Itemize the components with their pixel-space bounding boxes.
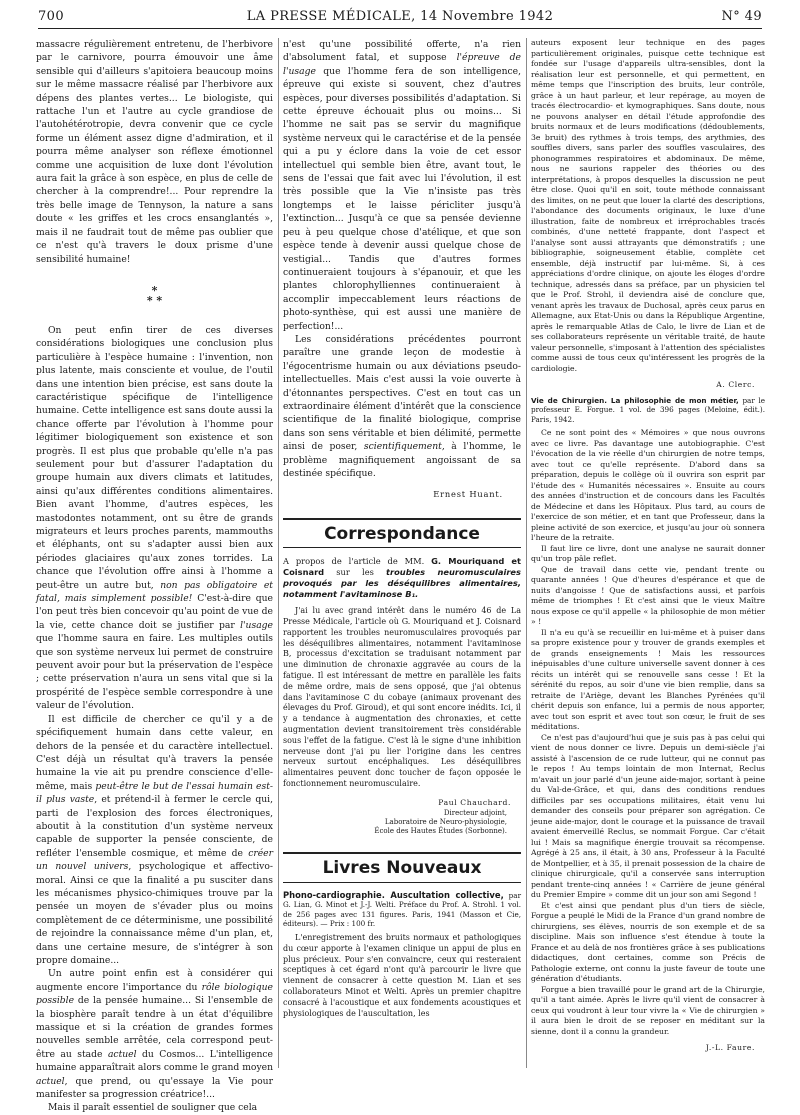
article-title: troubles neuromusculaires provoqués par les déséquilibres alimentaires, notamment l'avitaminose B₁. bbox=[283, 567, 521, 600]
paragraph: Forgue a bien travaillé pour le grand art de la Chirurgie, qu'il a tant aimée. Après le livre qu'il vient de consacrer à ceux qui voudront à leur tour vivre la « Vie de chirurgien » il aura bien le droit de se reposer en méditant sur la sienne, dont il a connu la grandeur. bbox=[531, 984, 765, 1036]
paragraph: Que de travail dans cette vie, pendant trente ou quarante années ! Que d'heures d'espérance et que de nuits d'angoisse ! Que de satisfactions aussi, et parfois même de triomphes ! Et c'est ainsi que le vieux Maître nous expose ce qu'il appelle « la philosophie de mon métier » ! bbox=[531, 564, 765, 627]
affiliation-line: Directeur adjoint, bbox=[443, 809, 507, 818]
author-signature: Ernest Huant. bbox=[433, 489, 503, 500]
column-middle bbox=[283, 38, 521, 1074]
paragraph: Il faut lire ce livre, dont une analyse ne saurait donner qu'un trop pâle reflet. bbox=[531, 543, 765, 564]
text: n'est qu'une possibilité offerte, n'a rien d'absolument fatal, et suppose bbox=[283, 39, 521, 64]
text: On peut enfin tirer de ces diverses considérations biologiques une conclusion plus particulière à l'espèce humaine : l'invention, non plus latente, mais consciente et voulue, de l'outil dans une intention bien précise, est sans doute la caractéristique spécifique de l'intelligence humaine. Cette intelligence est sans doute aussi la chance offerte par l'évolution à l'homme pour légitimer biologiquement son existence et son progrès. Il est plus que probable qu'elle n'a pas seulement pour but d'assurer l'adaptation du groupe humain aux divers climats et latitudes, ainsi qu'aux différentes conditions alimentaires. Bien avant l'homme, d'autres espèces, les mastodontes notamment, ont su être de grands migrateurs et leurs proches parents, mammouths et éléphants, ont su s'adapter aussi bien aux périodes glaciaires qu'aux zones torrides. La chance que l'évolution offre ainsi à l'homme a peut-être un autre but, bbox=[36, 324, 273, 591]
correspondence-intro bbox=[283, 556, 521, 600]
paragraph bbox=[283, 38, 521, 333]
paragraph: auteurs exposent leur technique en des pages particulièrement originales, puisque cette technique est fondée sur l'usage d'appareils ultra-sensibles, dont la réalisation leur est personnelle, et qui permettent, en même temps que l'inscription des bruits, leur contrôle, grâce à un haut parleur, et leur repérage, au moyen de tracés électrocardio- et kymographiques. Sans doute, nous ne pouvons analyser en détail l'étude approfondie des bruits normaux et de leurs modifications (dédoublements, 3e bruit) des rythmes à trois temps, des arythmies, des souffles divers, sans parler des souffles vasculaires, des phonogrammes respiratoires et abdominaux. De même, nous ne saurions rappeler des théories ou des interprétations, à propos desquelles la discussion ne peut être close. Quoi qu'il en soit, toute méthode connaissant des limites, on ne peut que louer la clarté des descriptions, l'abondance des documents originaux, le luxe d'une illustration, faite de nombreux et irréprochables tracés combinés, d'une netteté frappante, dont l'aspect et l'analyse sont aussi attrayants que démonstratifs ; une bibliographie, soigneusement établie, complète cet ensemble, déjà instructif par lui-même. Si, à ces appréciations d'ordre clinique, on ajoute les éloges d'ordre technique, adressés dans sa préface, par un physicien tel que le Prof. Strohl, il deviendra aisé de conclure que, venant après les travaux de Duchosal, après ceux parus en Allemagne, aux Etat-Unis ou dans la République Argentine, après le remarquable Atlas de Calo, le livre de Lian et de ses collaborateurs représente un véritable traité, de haute valeur personnelle, s'imposant à l'attention des spécialistes comme aussi de tous ceux qu'intéressent les progrès de la cardiologie. bbox=[531, 38, 765, 373]
text: , et prétend-il à fermer le cercle qui, parti de l'explosion des forces électroniques, aboutit à la constitution d'un système nerveux capable de supporter la pensée consciente, de refléter l'ensemble cosmique, et même de bbox=[36, 794, 274, 859]
text: Il est difficile de chercher ce qu'il y a de spécifiquement humain dans cette valeur, en dehors de la pensée et du caractère intellectuel. C'est déjà un résultat qu'à travers la pensée humaine la vie ait pu prendre conscience d'elle-même, mais bbox=[36, 713, 273, 792]
section-heading-correspondance: Correspondance bbox=[283, 518, 521, 548]
text: A propos de l'article de MM. bbox=[283, 556, 432, 567]
emphasis: actuel bbox=[36, 1075, 65, 1087]
header-rule bbox=[38, 28, 762, 29]
column-divider bbox=[526, 38, 527, 1068]
emphasis: peut-être le but de l'essai humain est-il plus vaste bbox=[36, 780, 273, 806]
book-reference bbox=[283, 891, 521, 929]
book-details: par le professeur E. Forgue. 1 vol. de 396 pages (Meloine, édit.). Paris, 1942. bbox=[531, 395, 765, 424]
reviewer-signature: J.-L. Faure. bbox=[705, 1043, 755, 1053]
paragraph bbox=[283, 333, 521, 480]
paragraph bbox=[36, 324, 273, 713]
paragraph: Ce ne sont point des « Mémoires » que nous ouvrons avec ce livre. Pas davantage une autobiographie. C'est l'évocation de la vie réelle d'un chirurgien de notre temps, avec tout ce qu'elle représente. D'abord dans sa préparation, depuis le collège où il ouvrira son esprit par l'étude des « Humanités nécessaires ». Ensuite au cours des années d'instruction et de concours dans les Facultés de Médecine et dans les Hôpitaux. Plus tard, au cours de l'exercice de son métier, et en tant que Professeur, dans la pleine activité de son exercice, et jusqu'au jour où sonnera l'heure de la retraite. bbox=[531, 428, 765, 543]
section-separator-stars: * * * bbox=[146, 283, 163, 307]
correspondent-affiliation bbox=[283, 809, 507, 836]
paragraph bbox=[36, 713, 273, 968]
publication-title: LA PRESSE MÉDICALE, 14 Novembre 1942 bbox=[246, 9, 554, 24]
affiliation-line: Laboratoire de Neuro-physiologie, bbox=[384, 818, 507, 827]
text: que l'homme fera de son intelligence, épreuve qui existe si souvent, chez d'autres espèces, pour diverses possibilités d'adaptation. Si cette épreuve échouait plus ou moins... Si l'homme ne sait pas se servir du magnifique système nerveux qui le caractérise et de la pensée qui a pu y éclore dans la voie de cet essor intellectuel qui semble bien être, avant tout, le sens de l'essai que fait avec lui l'évolution, il est très possible que la Vie n'insiste pas très longtemps et le laisse péricliter jusqu'à l'extinction... Jusqu'à ce que sa pensée devienne peu à peu quelque chose d'atélique, et que son espèce tende à devenir aussi quelque chose de vestigial... Tandis que d'autres formes continueraient toujours à s'épanouir, et que les plantes chlorophylliennes continueraient à accomplir impeccablement leurs réactions de photo-synthèse, qui est aussi une manière de perfection!... bbox=[283, 65, 521, 332]
emphasis: rôle biologique possible bbox=[36, 981, 273, 1007]
paragraph: massacre régulièrement entretenu, de l'herbivore par le carnivore, pourra émouvoir une âme sensible qui d'ailleurs s'apitoiera beaucoup moins sur le même massacre réalisé par l'herbivore aux dépens des plantes vertes... Le biologiste, qui rattache l'un et l'autre au cycle grandiose de l'autohétérotropie, devra convenir que ce cycle forme un élément assez digne d'admiration, et il pourra même analyser son réflexe émotionnel comme une acquisition de luxe dont l'évolution aura fait la grâce à son espèce, en plus de celle de chercher à la comprendre!... Pour reprendre la très belle image de Tennyson, la nature a sans doute « les griffes et les crocs ensanglantés », mais il ne faudrait tout de même pas oublier que ce n'est qu'à travers le doux prisme d'une sensibilité humaine! bbox=[36, 39, 273, 265]
paragraph: Mais il paraît essentiel de souligner que cela bbox=[48, 1102, 258, 1114]
emphasis: l'épreuve de l'usage bbox=[283, 52, 521, 77]
paragraph: Ce n'est pas d'aujourd'hui que je suis pas à pas celui qui vient de nous donner ce livre. Depuis un demi-siècle j'ai assisté à l'ascension de ce rude lutteur, qui ne connut pas le repos ! Au temps lointain de mon Internat, Reclus m'avait un jour parlé d'un jeune aide-major, sortant à peine du Val-de-Grâce, et qui, dans des conditions rendues difficiles par ses occupations militaires, était venu lui demander des conseils pour préparer son agrégation. Ce jeune aide-major, dont le courage et la puissance de travail avaient émerveillé Reclus, se nommait Forgue. Car c'était lui ! Mais sa magnifique énergie trouvait sa récompense. Agrégé à 25 ans, il était, à 30 ans, Professeur à la Faculté de Montpellier, et à 35, il prenait possession de la chaire de clinique chirurgicale, qu'il a conservée sans interruption pendant trente-cinq années ! « Carrière de jeune général du Premier Empire » comme dit un jour son ami Segond ! bbox=[531, 732, 765, 900]
paragraph: Et c'est ainsi que pendant plus d'un tiers de siècle, Forgue a peuplé le Midi de la France d'un grand nombre de chirurgiens, ses élèves, nourris de son exemple et de sa discipline. Mais son influence s'est étendue à toute la France et au delà de nos frontières grâce à ses publications didactiques, dont certaines, comme son Précis de Pathologie externe, ont connu la juste faveur de toute une génération d'étudiants. bbox=[531, 900, 765, 984]
issue-number: N° 49 bbox=[721, 9, 762, 24]
book-details: par G. Lian, G. Minot et J.-J. Welti. Préface du Prof. A. Strohl. 1 vol. de 256 pages avec 131 figures. Paris, 1941 (Masson et Cie, éditeurs). — Prix : 100 fr. bbox=[283, 890, 522, 929]
text: , que prend, ou qu'essaye la Vie pour manifester sa progression créatrice!... bbox=[36, 1075, 273, 1101]
section-heading-livres-nouveaux: Livres Nouveaux bbox=[283, 852, 521, 882]
paragraph: L'enregistrement des bruits normaux et pathologiques du cœur apporte à l'examen clinique un appui de plus en plus précieux. Pour s'en convaincre, ceux qui resteraient sceptiques à cet égard n'ont qu'à parcourir le livre que viennent de consacrer à cette question M. Lian et ses collaborateurs Minot et Welti. Après un premier chapitre consacré à l'acoustique et aux fondements acoustiques et physiologiques de l'auscultation, les bbox=[283, 932, 521, 1018]
text: de la pensée humaine... Si l'ensemble de la biosphère paraît tendre à un état d'équilibre massique et si la création de grandes formes nouvelles semble arrêtée, cela correspond peut-être au stade bbox=[36, 995, 273, 1060]
page-number: 700 bbox=[38, 9, 65, 24]
emphasis: non pas obligatoire et fatal, mais simplement possible! bbox=[36, 579, 273, 605]
paragraph: Il n'a eu qu'à se recueillir en lui-même et à puiser dans sa propre existence pour y trouver de grands exemples et de grands enseignements ! Mais les ressources inépuisables d'une culture universelle savent donner à ces récits un intérêt qui se renouvelle sans cesse ! Et la sérénité du repos, au soir d'une vie bien remplie, dans sa retraite de l'Ariège, devant les Blanches Pyrénées qu'il chérit depuis son enfance, lui a permis de nous apporter, avec tout son esprit et avec tout son cœur, le fruit de ses méditations. bbox=[531, 627, 765, 732]
paragraph: J'ai lu avec grand intérêt dans le numéro 46 de La Presse Médicale, l'article où G. Mouriquand et J. Coisnard rapportent les troubles neuromusculaires provoqués par les déséquilibres alimentaires, notamment l'avitaminose B, processus d'excitation se traduisant notamment par une diminution de chronaxie aggravée au cours de la fatigue. Il est intéressant de mettre en parallèle les faits de même ordre, mais de sens opposé, que j'ai obtenus dans l'avitaminose C du cobaye (animaux provenant des élevages du Prof. Giroud), et qui sont encore inédits. Ici, il y a tendance à augmentation des chronaxies, et cette augmentation devient transitoirement très considérable sous l'effet de la fatigue. C'est là le signe d'une inhibition nerveuse dont j'ai pu lier l'origine dans les centres nerveux surtout encéphaliques. Les déséquilibres alimentaires peuvent donc toucher de façon opposée le fonctionnement neuromusculaire. bbox=[283, 606, 521, 788]
text: que l'homme saura en faire. Les multiples outils que son système nerveux lui permet de construire peuvent avoir pour but la préservation de l'espèce ; cette préservation n'aura un sens vital que si la prospérité de l'espèce semble correspondre à une valeur de l'évolution. bbox=[36, 633, 273, 712]
text: sur les bbox=[324, 567, 387, 578]
emphasis: scientifiquement bbox=[363, 441, 442, 453]
correspondent-signature: Paul Chauchard. bbox=[438, 797, 511, 807]
text: Un autre point enfin est à considérer qui augmente encore l'importance du bbox=[36, 968, 273, 993]
page-header bbox=[38, 9, 762, 25]
author-names: G. Mouriquand et Coisnard bbox=[283, 556, 521, 578]
column-divider bbox=[278, 38, 279, 1068]
emphasis: actuel bbox=[107, 1048, 137, 1060]
text: Les considérations précédentes pourront paraître une grande leçon de modestie à l'égocentrisme humain ou aux déviations pseudo-intellectuelles. Mais c'est aussi la voie ouverte à d'étonnantes perspectives. C'est en tout cas un extraordinaire élément d'intérêt que la conscience scientifique de la finalité biologique, comprise dans son sens véritable et bien délimité, permette ainsi de poser, bbox=[283, 333, 521, 453]
text: C'est-à-dire que l'on peut très bien concevoir qu'au point de vue de la vie, cette chance doit se justifier par bbox=[36, 593, 273, 631]
book-reference bbox=[531, 396, 765, 425]
emphasis: l'usage bbox=[240, 619, 273, 631]
column-left bbox=[36, 38, 274, 1114]
column-right bbox=[531, 38, 765, 1074]
text: , à l'homme, le problème magnifiquement angoissant de sa destinée spécifique. bbox=[283, 441, 522, 479]
book-title: Vie de Chirurgien. La philosophie de mon métier, bbox=[531, 395, 739, 405]
emphasis: créer un nouvel univers bbox=[36, 847, 273, 873]
paragraph bbox=[36, 967, 273, 1101]
reviewer-signature: A. Clerc. bbox=[716, 380, 755, 389]
text: du Cosmos... L'intelligence humaine apparaîtrait alors comme le grand moyen bbox=[36, 1048, 273, 1074]
text: , psychologique et affectivo-moral. Ainsi ce que la finalité a pu susciter dans les mécanismes physico-chimiques trouve par la pensée un moyen de s'évader plus ou moins complètement de ce déterminisme, une possibilité de rejoindre la connaissance même d'un plan, et, dans une certaine mesure, de s'intégrer à son propre domaine... bbox=[36, 861, 273, 966]
book-title: Phono-cardiographie. Auscultation collective, bbox=[283, 889, 504, 900]
affiliation-line: École des Hautes Études (Sorbonne). bbox=[374, 827, 507, 836]
